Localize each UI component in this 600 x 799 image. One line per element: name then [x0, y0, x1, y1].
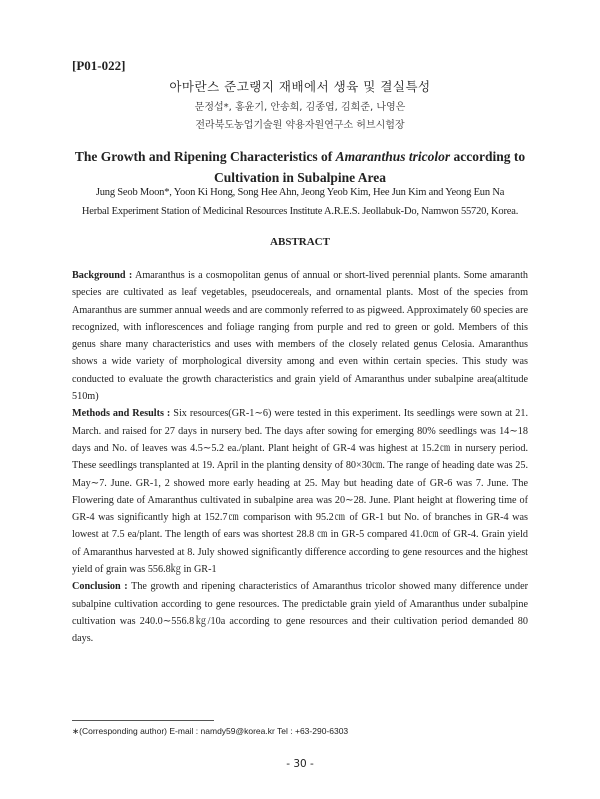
- english-title-line2: Cultivation in Subalpine Area: [214, 170, 386, 185]
- footnote: ∗(Corresponding author) E-mail : namdy59@korea.kr Tel : +63-290-6303: [72, 726, 349, 736]
- footnote-divider: [72, 720, 214, 721]
- background-paragraph: [72, 267, 528, 405]
- english-title-species: Amaranthus tricolor: [335, 149, 451, 164]
- background-label: Background :: [72, 270, 133, 281]
- paper-code: [P01-022]: [72, 58, 126, 73]
- abstract-heading: ABSTRACT: [270, 236, 330, 248]
- korean-affiliation: 전라북도농업기술원 약용자원연구소 허브시험장: [195, 120, 405, 131]
- korean-title: 아마란스 준고랭지 재배에서 생육 및 결실특성: [169, 79, 431, 94]
- korean-authors: 문정섭*, 홍윤기, 안송희, 김종엽, 김희준, 나영은: [194, 102, 406, 113]
- conclusion-label: Conclusion :: [72, 581, 128, 593]
- conclusion-paragraph: [72, 578, 528, 647]
- methods-text: Six resources(GR-1∼6) were tested in this experiment. Its seedlings were sown at 21. March. and raised for 27 days in nursery bed. The days after sowing for emerging 80% seedlings was 14∼18 days and No. of leaves was 4.5∼5.2 ea./plant. Plant height of GR-4 was highest at 15.2㎝ in nursery period. These seedlings transplanted at 19. April in the planting density of 80×30㎝. The range of heading date was 25. May∼7. June. GR-1, 2 showed more early heading at 25. May but heading date of GR-6 was 7. June. The Flowering date of Amaranthus cultivated in subalpine area was 20∼28. June. Plant height at flowering time of GR-4 was significantly high at 152.7㎝ comparison with 95.2㎝ of GR-1 but No. of branches in GR-4 was lowest at 7.5 ea/plant. The length of ears was shortest 28.8 ㎝ in GR-5 compared 41.0㎝ of GR-4. Grain yield of Amaranthus harvested at 8. July showed significantly difference according to gene resources and the highest yield of grain was 556.8㎏ in GR-1: [72, 408, 529, 576]
- methods-label: Methods and Results :: [72, 408, 171, 420]
- english-title-part1: The Growth and Ripening Characteristics of: [74, 149, 336, 164]
- methods-paragraph: [72, 405, 528, 578]
- english-title-part2: according to: [450, 149, 526, 164]
- page-number: - 30 -: [286, 758, 314, 770]
- background-text: Amaranthus is a cosmopolitan genus of annual or short-lived perennial plants. Some amaranth species are cultivated as leaf vegetables, pseudocereals, and ornamental plants. Most of the species from Amaranthus are summer annual weeds and are commonly referred to as pigweed. Approximately 60 species are recognized, with inflorescences and foliage ranging from purple and red to green or gold. Members of this genus share many characteristics and uses with members of the closely related genus Celosia. Amaranthus shows a wide variety of morphological diversity among and even within certain species. This study was conducted to evaluate the growth characteristics and grain yield of Amaranthus under subalpine area(altitude 510m): [72, 270, 529, 403]
- english-title: [60, 146, 540, 188]
- abstract-body: [72, 267, 528, 648]
- english-authors: Jung Seob Moon*, Yoon Ki Hong, Song Hee Ahn, Jeong Yeob Kim, Hee Jun Kim and Yeong Eun Na: [95, 187, 505, 198]
- conclusion-text: The growth and ripening characteristics of Amaranthus tricolor showed many difference under subalpine cultivation according to gene resources. The predictable grain yield of Amaranthus under subalpine cultivation was 240.0∼556.8㎏/10a according to gene resources and their cultivation period demanded 80 days.: [72, 581, 528, 645]
- english-affiliation: Herbal Experiment Station of Medicinal Resources Institute A.R.E.S. Jeollabuk-Do, Namwon 55720, Korea.: [81, 206, 519, 217]
